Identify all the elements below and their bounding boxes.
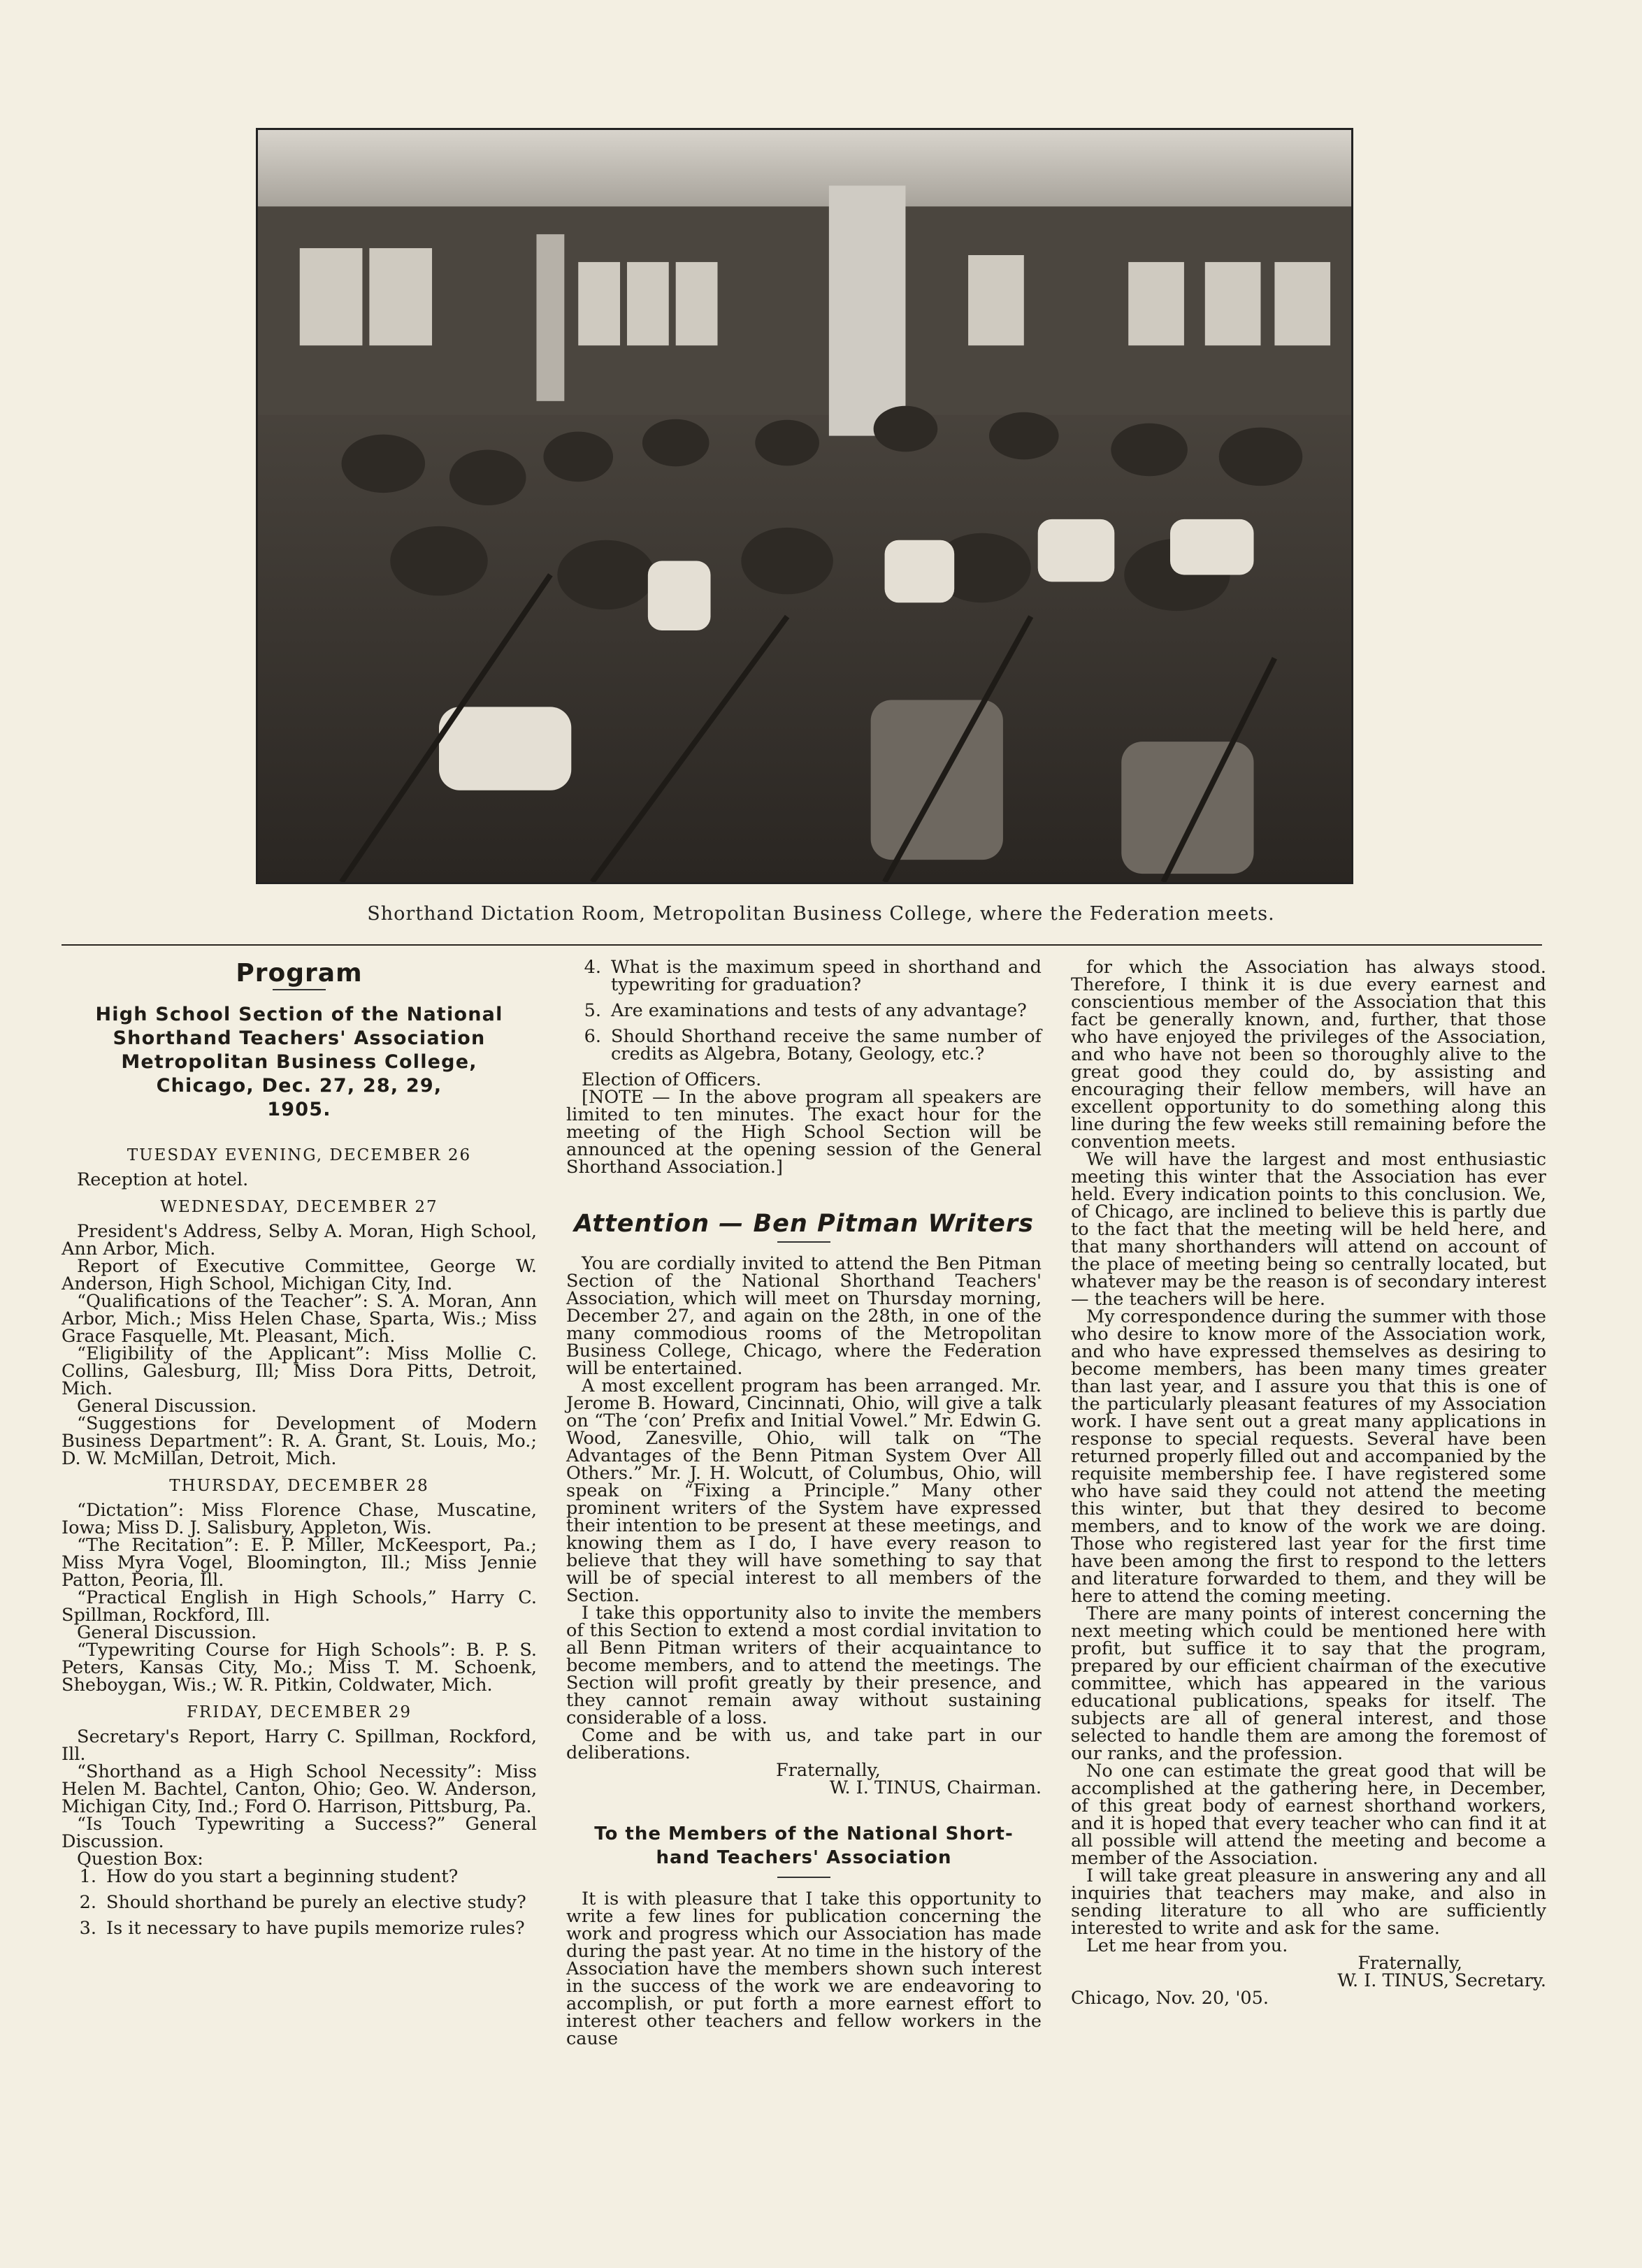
body-paragraph: There are many points of interest concerning the next meeting which could be mentioned here with profit, but suffice it to say that the program, prepared by our efficient chairman of the executive committee, which has appeared in the various educational publications, speaks for itself. The subjects are all of general interest, and those selected to handle them are among the foremost of our ranks, and the profession. (1071, 1603, 1546, 1764)
body-paragraph: You are cordially invited to attend the Ben Pitman Section of the National Shorthand Teachers' Association, which will meet on Thursday morning, December 27, and again on the 28th, in one of the many commodious rooms of the Metropolitan Business College, Chicago, where the Federation will be entertained. (566, 1253, 1042, 1379)
body-paragraph: It is with pleasure that I take this opportunity to write a few lines for publication concerning the work and progress which our Association has made during the past year. At no time in the history of the Association have the members shown such interest in the success of the work we are endeavoring to accomplish, or put forth a more earnest effort to interest other teachers and fellow workers in the cause (566, 1888, 1042, 2049)
program-item: General Discussion. (77, 1622, 257, 1643)
program-item: Reception at hotel. (77, 1169, 249, 1190)
program-item: Report of Executive Committee, George W. Anderson, High School, Michigan City, Ind. (62, 1256, 537, 1294)
program-item: Question Box: (77, 1849, 203, 1870)
question-text: What is the maximum speed in shorthand and typewriting for graduation? (611, 957, 1042, 995)
question-item (62, 1894, 537, 1912)
body-paragraph: I take this opportunity also to invite the members of this Section to extend a most cordial invitation to all Benn Pitman writers of their acquaintance to become members, and to attend the meetings. The Section will profit greatly by their presence, and they cannot remain away without sustaining considerable of a loss. (566, 1603, 1042, 1728)
subheading-line: 1905. (267, 1099, 331, 1120)
photo-caption: Shorthand Dictation Room, Metropolitan Business College, where the Federation meets. (367, 903, 1275, 925)
body-paragraph: for which the Association has always stood. Therefore, I think it is due every earnest and conscientious member of the Association that this fact be generally known, and, further, that those who have enjoyed the privileges of the Association, and who have not been so thoroughly alive to the great good they could do, by assisting and encouraging their fellow members, will have an excellent opportunity to do something along this line during the few weeks still remaining before the convention meets. (1071, 957, 1546, 1153)
election-line: Election of Officers. (582, 1069, 762, 1090)
program-item: “The Recitation”: E. P. Miller, McKeesport, Pa.; Miss Myra Vogel, Bloomington, Ill.; Miss Jennie Patton, Peoria, Ill. (62, 1535, 537, 1591)
signature: W. I. TINUS, Chairman. (829, 1777, 1042, 1798)
body-paragraph: My correspondence during the summer with those who desire to know more of the Association work, and who have expressed themselves as desiring to become members, has been many times greater than last year, and I assure you that this is one of the particularly pleasant features of my Association work. I have sent out a great many applications in response to special requests. Several have been returned properly filled out and accompanied by the requisite membership fee. I have registered some who have said they could not attend the meeting this winter, but that they desired to become members, and to know of the work we are doing. Those who registered last year for the first time have been among the first to respond to the letters and literature forwarded to them, and they will be here to attend the coming meeting. (1071, 1306, 1546, 1607)
program-heading: Program (236, 959, 363, 988)
body-paragraph: Come and be with us, and take part in our deliberations. (566, 1725, 1042, 1763)
heading-rule (273, 989, 326, 990)
body-paragraph: No one can estimate the great good that will be accomplished at the gathering here, in December, of this great body of earnest shorthand workers, and it is hoped that every teacher who can find it at all possible will attend the meeting and become a member of the Association. (1071, 1761, 1546, 1869)
subheading-line: Metropolitan Business College, (121, 1051, 477, 1073)
program-item: “Qualifications of the Teacher”: S. A. Moran, Ann Arbor, Mich.; Miss Helen Chase, Sparta, Wis.; Miss Grace Fasquelle, Mt. Pleasant, Mich. (62, 1291, 537, 1347)
program-item: “Shorthand as a High School Necessity”: Miss Helen M. Bachtel, Canton, Ohio; Geo. W. Anderson, Michigan City, Ind.; Ford O. Harrison, Pittsburg, Pa. (62, 1761, 537, 1817)
attention-heading: Attention — Ben Pitman Writers (574, 1210, 1034, 1238)
heading-rule (777, 1877, 830, 1878)
signature: W. I. TINUS, Secretary. (1337, 1970, 1546, 1991)
question-text: Is it necessary to have pupils memorize rules? (106, 1918, 525, 1939)
program-item: President's Address, Selby A. Moran, High School, Ann Arbor, Mich. (62, 1221, 537, 1259)
section-divider (62, 944, 1542, 946)
program-item: “Is Touch Typewriting a Success?” General Discussion. (62, 1814, 537, 1852)
question-item (62, 1920, 537, 1937)
closing-line: Fraternally, (1357, 1953, 1462, 1974)
program-subheading (62, 1003, 537, 1122)
dictation-room-photo (256, 128, 1353, 884)
program-item: “Practical English in High Schools,” Harry C. Spillman, Rockford, Ill. (62, 1587, 537, 1626)
photo-illustration (258, 130, 1351, 882)
question-text: Should shorthand be purely an elective study? (106, 1892, 526, 1913)
question-item (566, 1028, 1042, 1063)
subheading-line: Chicago, Dec. 27, 28, 29, (156, 1075, 442, 1097)
program-item: General Discussion. (77, 1396, 257, 1417)
dateline: Chicago, Nov. 20, '05. (1071, 1988, 1269, 2009)
body-paragraph: A most excellent program has been arranged. Mr. Jerome B. Howard, Cincinnati, Ohio, will give a talk on “The ‘con’ Prefix and Initial Vowel.” Mr. Edwin G. Wood, Zanesville, Ohio, will talk on “The Advantages of the Benn Pitman System Over All Others.” Mr. J. H. Wolcutt, of Columbus, Ohio, will speak on “Fixing a Principle.” Many other prominent writers of the System have expressed their intention to be present at these meetings, and knowing them as I do, I have every reason to believe that they will have something to say that will be of special interest to all members of the Section. (566, 1375, 1042, 1606)
question-text: Are examinations and tests of any advantage? (611, 1000, 1027, 1021)
day-heading-wednesday: WEDNESDAY, DECEMBER 27 (160, 1198, 438, 1216)
day-heading-thursday: THURSDAY, DECEMBER 28 (169, 1477, 429, 1495)
question-item (566, 959, 1042, 994)
program-item: Secretary's Report, Harry C. Spillman, Rockford, Ill. (62, 1726, 537, 1765)
body-paragraph: Let me hear from you. (1086, 1935, 1288, 1956)
heading-line: To the Members of the National Short- (594, 1823, 1014, 1844)
question-number: 1. (79, 1866, 96, 1887)
heading-line: hand Teachers' Association (656, 1847, 952, 1868)
members-heading (566, 1822, 1042, 1870)
column-right (1071, 959, 1546, 2007)
subheading-line: High School Section of the National (95, 1004, 503, 1025)
column-middle (566, 959, 1042, 2048)
question-number: 4. (584, 957, 601, 978)
program-note: [NOTE — In the above program all speakers are limited to ten minutes. The exact hour for the meeting of the High School Section will be announced at the opening session of the General Shorthand Association.] (566, 1087, 1042, 1178)
question-number: 5. (584, 1000, 601, 1021)
program-item: “Suggestions for Development of Modern Business Department”: R. A. Grant, St. Louis, Mo.; D. W. McMillan, Detroit, Mich. (62, 1413, 537, 1469)
subheading-line: Shorthand Teachers' Association (113, 1027, 486, 1049)
question-number: 2. (79, 1892, 96, 1913)
day-heading-tuesday: TUESDAY EVENING, DECEMBER 26 (127, 1146, 472, 1164)
program-item: “Dictation”: Miss Florence Chase, Muscatine, Iowa; Miss D. J. Salisbury, Appleton, Wis. (62, 1500, 537, 1538)
question-text: How do you start a beginning student? (106, 1866, 459, 1887)
program-item: “Typewriting Course for High Schools”: B. P. S. Peters, Kansas City, Mo.; Miss T. M. Schoenk, Sheboygan, Wis.; W. R. Pitkin, Coldwater, Mich. (62, 1640, 537, 1696)
question-text: Should Shorthand receive the same number of credits as Algebra, Botany, Geology, etc.? (611, 1026, 1042, 1064)
question-item (566, 1002, 1042, 1020)
question-number: 3. (79, 1918, 96, 1939)
column-program (62, 959, 537, 1946)
question-item (62, 1868, 537, 1886)
closing-line: Fraternally, (776, 1760, 881, 1781)
day-heading-friday: FRIDAY, DECEMBER 29 (186, 1703, 412, 1721)
program-item: “Eligibility of the Applicant”: Miss Mollie C. Collins, Galesburg, Ill; Miss Dora Pitts, Detroit, Mich. (62, 1343, 537, 1399)
question-number: 6. (584, 1026, 601, 1047)
body-paragraph: We will have the largest and most enthusiastic meeting this winter that the Association has ever held. Every indication points to this conclusion. We, of Chicago, are inclined to believe this is partly due to the fact that the meeting will be held here, and that many shorthanders will attend on account of the place of meeting being so centrally located, but whatever may be the reason is of secondary interest — the teachers will be here. (1071, 1149, 1546, 1310)
body-paragraph: I will take great pleasure in answering any and all inquiries that teachers may make, and also in sending literature to all who are sufficiently interested to write and ask for the same. (1071, 1865, 1546, 1939)
heading-rule (777, 1241, 830, 1243)
